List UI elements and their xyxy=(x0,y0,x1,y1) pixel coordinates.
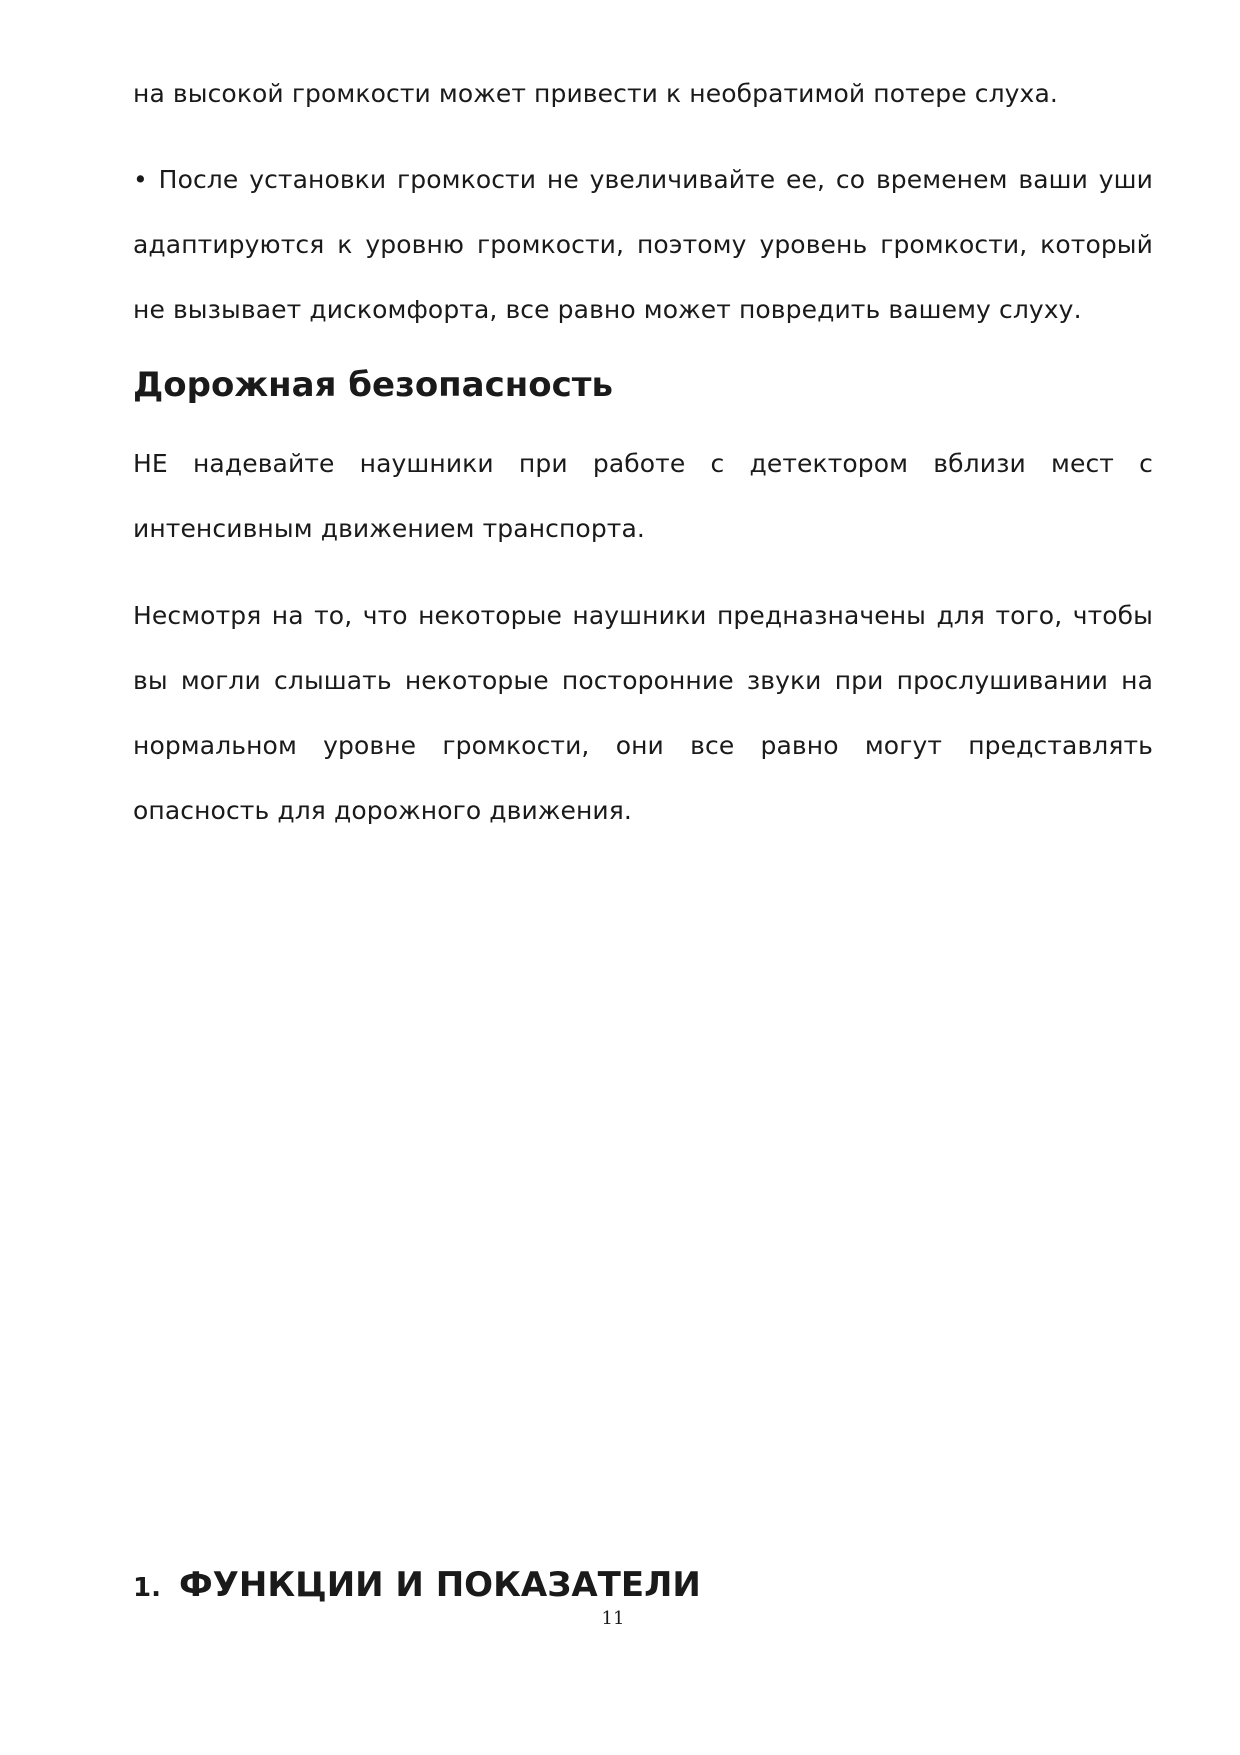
section-heading xyxy=(133,1563,701,1610)
road-safety-heading: Дорожная безопасность xyxy=(133,365,613,405)
bullet-volume-warning: • После установки громкости не увеличивайте ее, со временем ваши уши адаптируются к уровню громкости, поэтому уровень громкости, который не вызывает дискомфорта, все равно может повредить вашему слуху. xyxy=(133,165,1153,324)
page-number: 11 xyxy=(601,1608,625,1629)
road-safety-paragraph-1: НЕ надевайте наушники при работе с детектором вблизи мест с интенсивным движением транспорта. xyxy=(133,449,1153,543)
section-title: ФУНКЦИИ И ПОКАЗАТЕЛИ xyxy=(178,1565,701,1605)
paragraph-hearing-end: на высокой громкости может привести к необратимой потере слуха. xyxy=(133,79,1058,108)
road-safety-paragraph-2: Несмотря на то, что некоторые наушники предназначены для того, чтобы вы могли слышать некоторые посторонние звуки при прослушивании на нормальном уровне громкости, они все равно могут представлять опасность для дорожного движения. xyxy=(133,601,1153,825)
section-number: 1. xyxy=(133,1573,161,1603)
